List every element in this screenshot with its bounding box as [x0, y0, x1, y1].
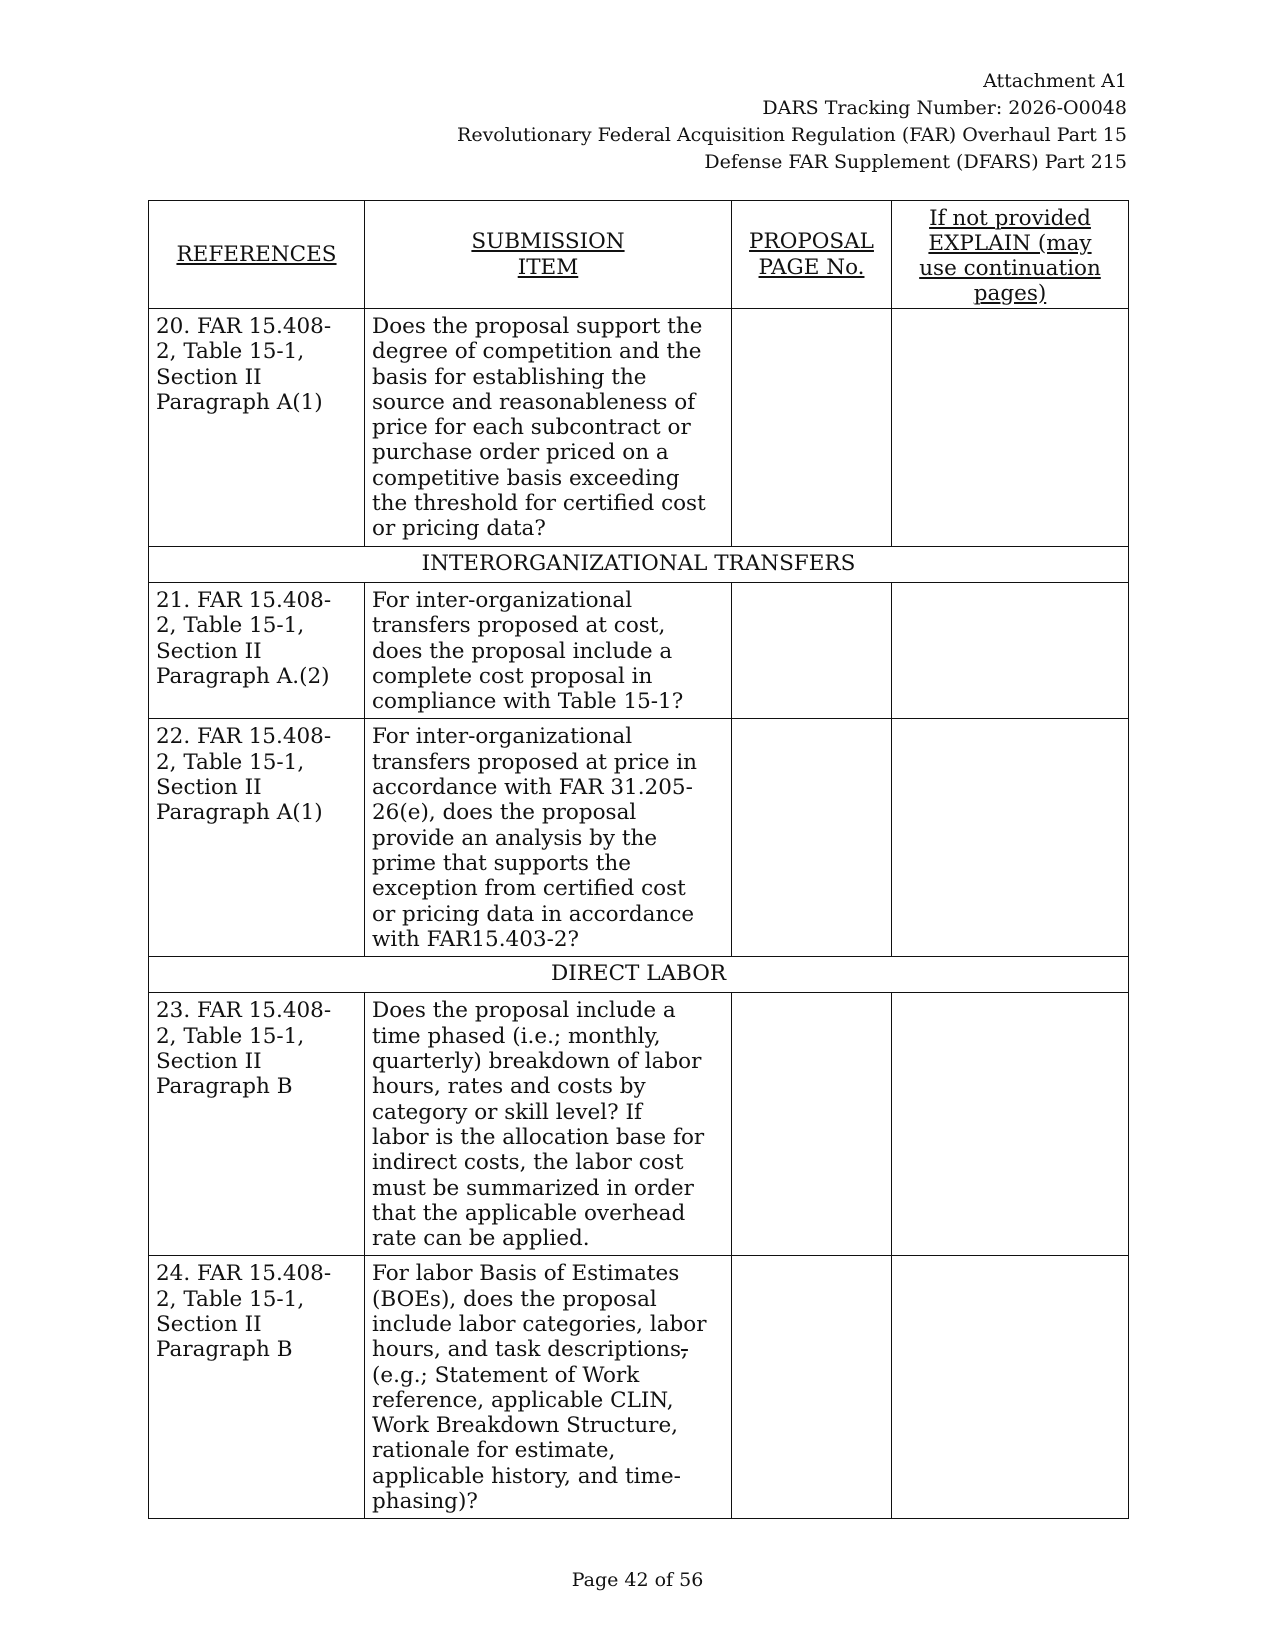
submission-item-cell: Does the proposal include a time phased (i.e.; monthly, quarterly) breakdown of labor hours, rates and costs by category or skill level? If labor is the allocation base for indirect costs, the labor cost must be summarized in order that the applicable overhead rate can be applied. [365, 993, 732, 1256]
table-header-row [149, 201, 1129, 309]
reference-cell: 24. FAR 15.408- 2, Table 15-1, Section II Paragraph B [149, 1256, 365, 1519]
header-attachment: Attachment A1 [983, 70, 1127, 92]
explanation-cell[interactable] [892, 719, 1129, 957]
table-row-22 [149, 719, 1129, 957]
proposal-page-cell[interactable] [732, 993, 892, 1256]
submission-item-cell: For inter-organizational transfers proposed at price in accordance with FAR 31.205- 26(e), does the proposal provide an analysis by the prime that supports the exception from certified cost or pricing data in accordance with FAR15.403-2? [365, 719, 732, 957]
section-heading: INTERORGANIZATIONAL TRANSFERS [149, 546, 1129, 582]
reference-cell: 20. FAR 15.408- 2, Table 15-1, Section II Paragraph A(1) [149, 309, 365, 547]
reference-cell: 22. FAR 15.408- 2, Table 15-1, Section II Paragraph A(1) [149, 719, 365, 957]
table-row-21 [149, 582, 1129, 718]
explanation-cell[interactable] [892, 993, 1129, 1256]
column-header-proposal-page: PROPOSAL PAGE No. [732, 201, 892, 309]
explanation-cell[interactable] [892, 309, 1129, 547]
table-row-20 [149, 309, 1129, 547]
header-tracking-number: DARS Tracking Number: 2026-O0048 [762, 97, 1127, 119]
explanation-cell[interactable] [892, 1256, 1129, 1519]
section-row-direct-labor [149, 957, 1129, 993]
proposal-page-cell[interactable] [732, 582, 892, 718]
proposal-page-cell[interactable] [732, 719, 892, 957]
column-header-submission-item: SUBMISSION ITEM [365, 201, 732, 309]
column-header-explain: If not provided EXPLAIN (may use continuation pages) [892, 201, 1129, 309]
page-number: Page 42 of 56 [571, 1569, 704, 1591]
strikethrough-comma: , [681, 1337, 688, 1363]
submission-item-cell: For inter-organizational transfers proposed at cost, does the proposal include a complete cost proposal in compliance with Table 15-1? [365, 582, 732, 718]
item-line-with-strikethrough: hours, and task descriptions, [372, 1337, 688, 1363]
table-row-24 [149, 1256, 1129, 1519]
submission-item-cell: For labor Basis of Estimates (BOEs), does the proposal include labor categories, labor hours, and task descriptions, (e.g.; Statement of Work reference, applicable CLIN, Work Breakdown Structure, rationale for estimate, applicable history, and time- phasing)? [365, 1256, 732, 1519]
document-header [457, 68, 1127, 176]
proposal-page-cell[interactable] [732, 309, 892, 547]
header-dfars-part: Defense FAR Supplement (DFARS) Part 215 [704, 151, 1127, 173]
section-heading: DIRECT LABOR [149, 957, 1129, 993]
header-far-part: Revolutionary Federal Acquisition Regulation (FAR) Overhaul Part 15 [457, 124, 1127, 146]
submission-item-cell: Does the proposal support the degree of competition and the basis for establishing the source and reasonableness of price for each subcontract or purchase order priced on a competitive basis exceeding the threshold for certified cost or pricing data? [365, 309, 732, 547]
reference-cell: 23. FAR 15.408- 2, Table 15-1, Section II Paragraph B [149, 993, 365, 1256]
explanation-cell[interactable] [892, 582, 1129, 718]
submission-checklist-table [148, 200, 1129, 1519]
column-header-references: REFERENCES [149, 201, 365, 309]
proposal-page-cell[interactable] [732, 1256, 892, 1519]
section-row-interorganizational-transfers [149, 546, 1129, 582]
reference-cell: 21. FAR 15.408- 2, Table 15-1, Section II Paragraph A.(2) [149, 582, 365, 718]
table-row-23 [149, 993, 1129, 1256]
